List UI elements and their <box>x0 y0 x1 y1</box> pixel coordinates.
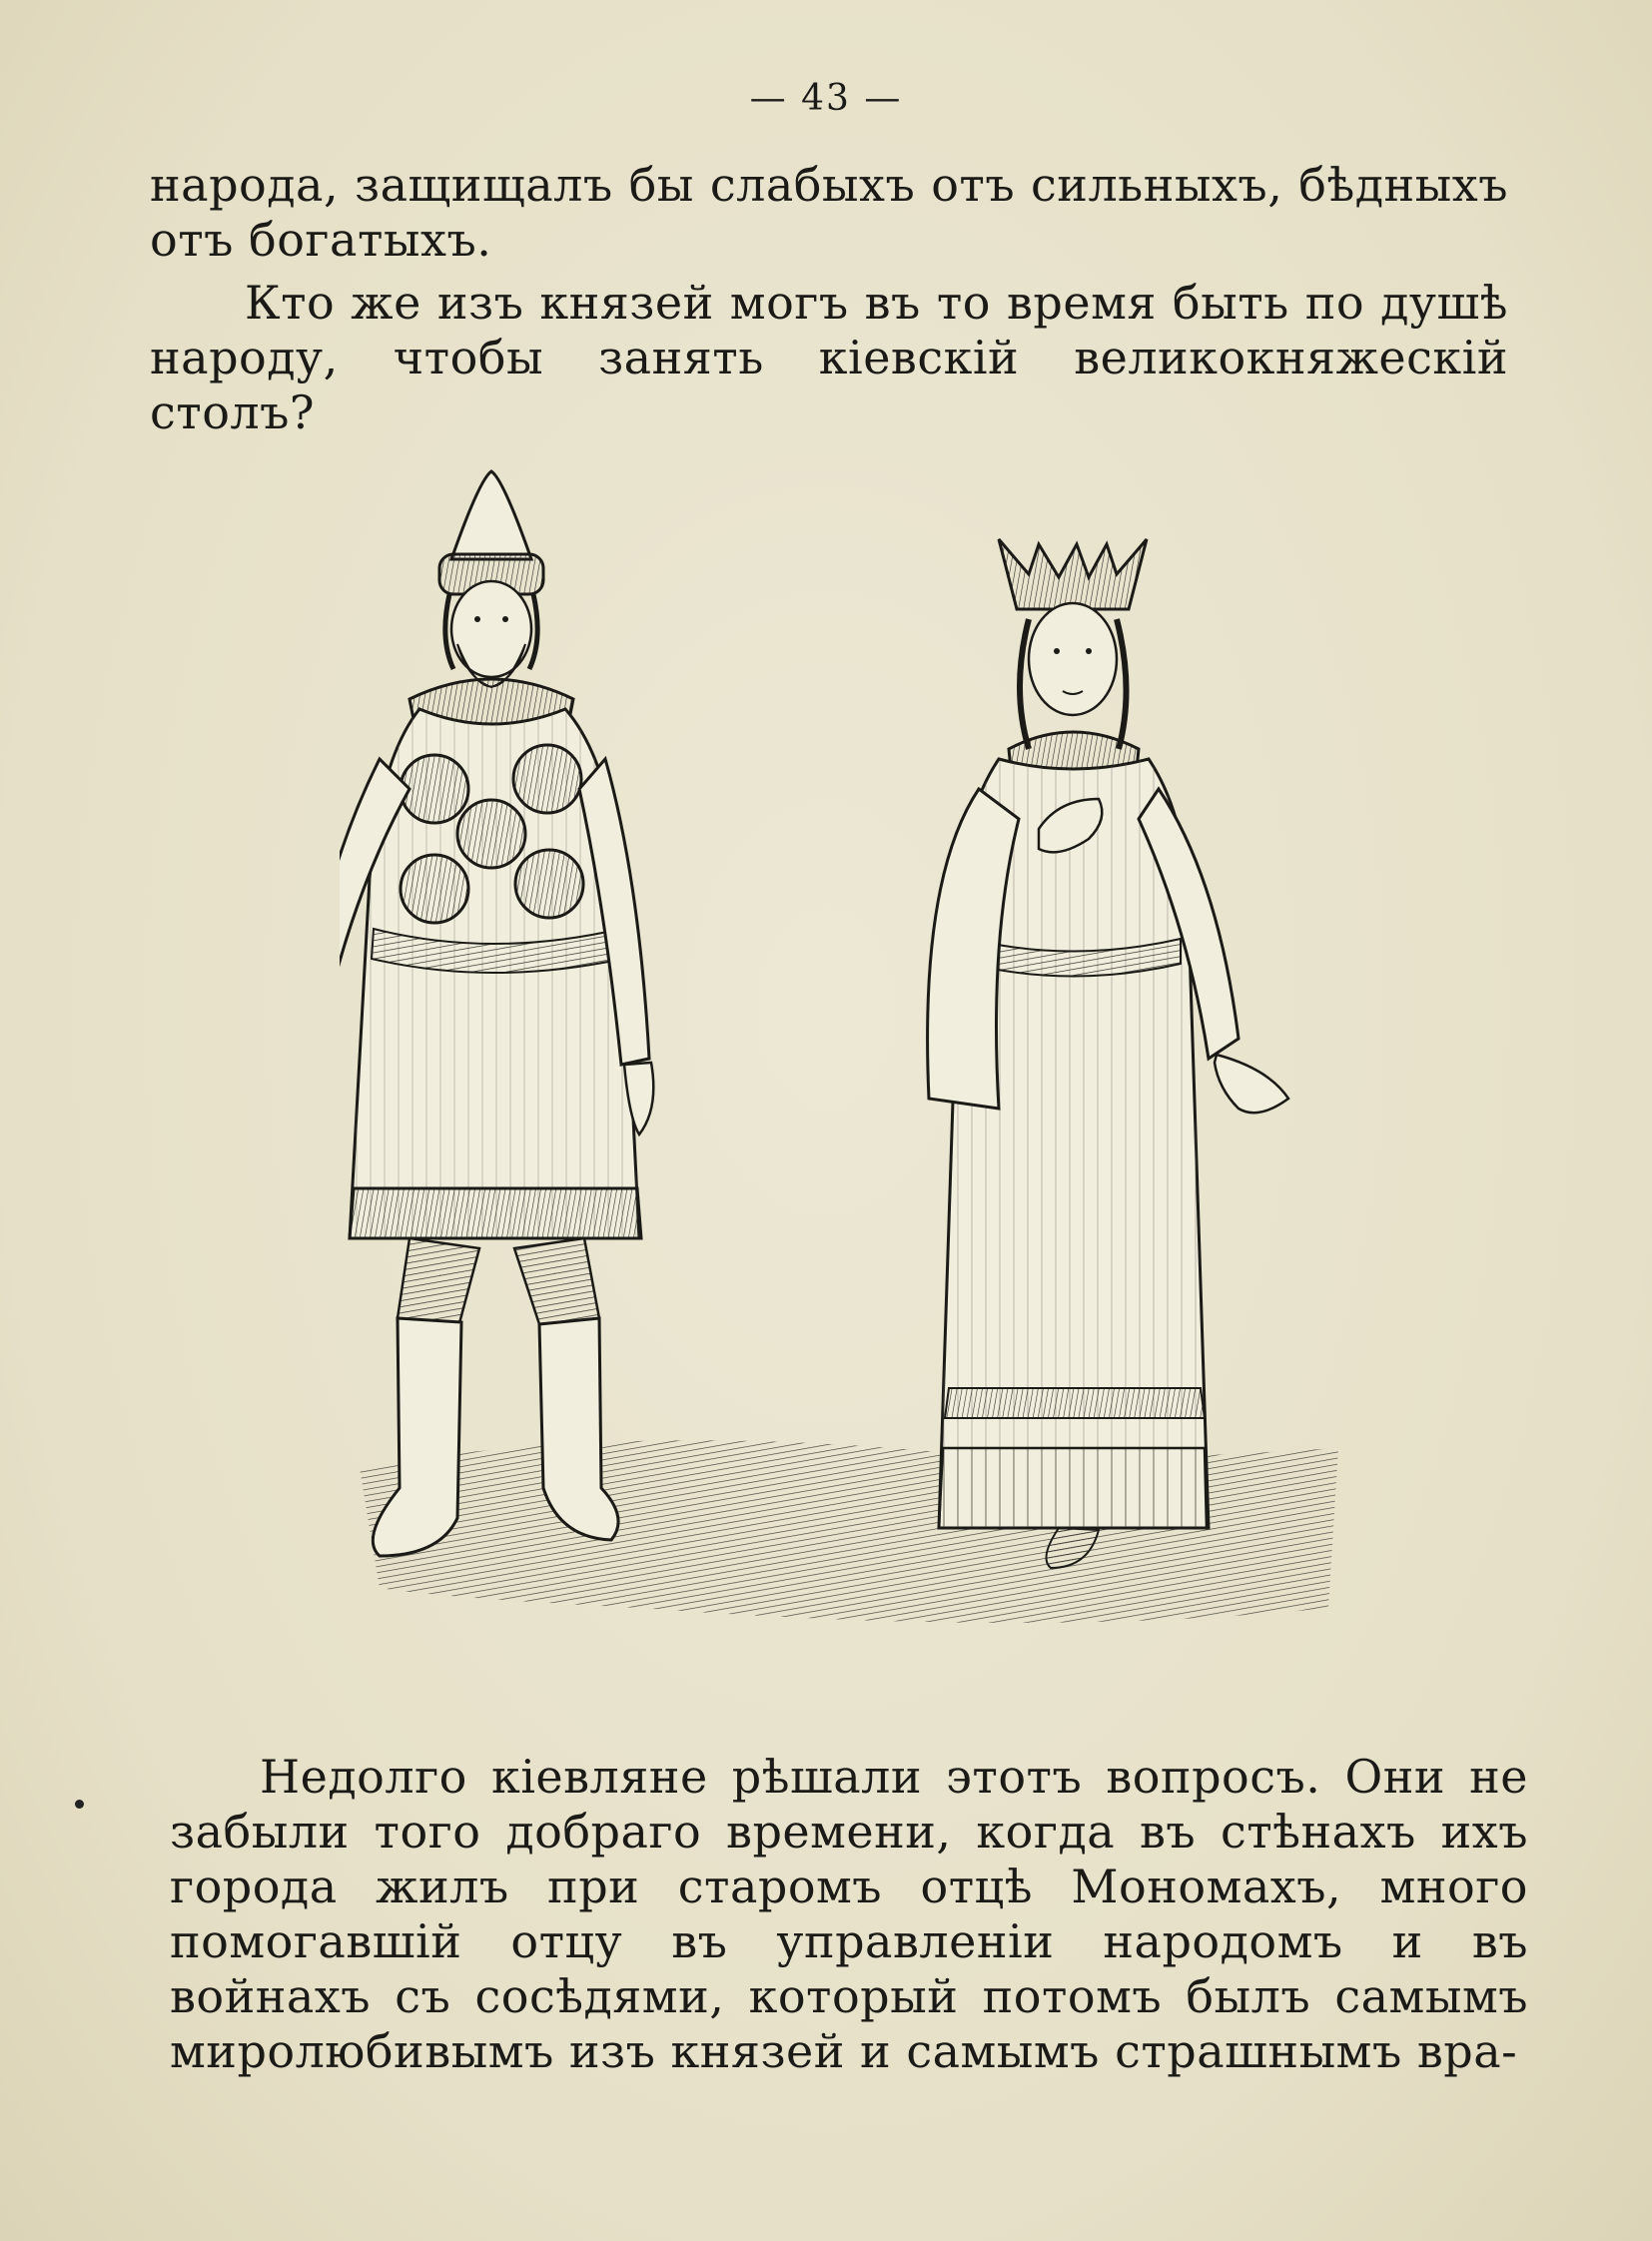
top-text-block <box>150 158 1508 440</box>
stray-ink-dot <box>75 1800 84 1809</box>
prince-figure <box>340 471 653 1556</box>
page-number: — 43 — <box>749 78 903 119</box>
engraving-illustration <box>340 459 1358 1658</box>
paragraph-kievans: Недолго кіевляне рѣшали этотъ вопросъ. Они не забыли того добраго времени, когда въ стѣнахъ ихъ города жилъ при старомъ отцѣ Мономахъ, много помогавшій отцу въ управленіи народомъ и въ войнахъ съ сосѣдями, который потомъ былъ самымъ миролюбивымъ изъ князей и самымъ страшнымъ вра- <box>170 1750 1528 2078</box>
bottom-text-block <box>170 1750 1528 2079</box>
princess-figure <box>928 539 1288 1568</box>
paragraph-question: Кто же изъ князей могъ въ то время быть по душѣ народу, чтобы занять кіевскій великокняжескій столъ? <box>150 276 1508 439</box>
paragraph-continuation: народа, защищалъ бы слабыхъ отъ сильныхъ, бѣдныхъ отъ богатыхъ. <box>150 158 1508 267</box>
